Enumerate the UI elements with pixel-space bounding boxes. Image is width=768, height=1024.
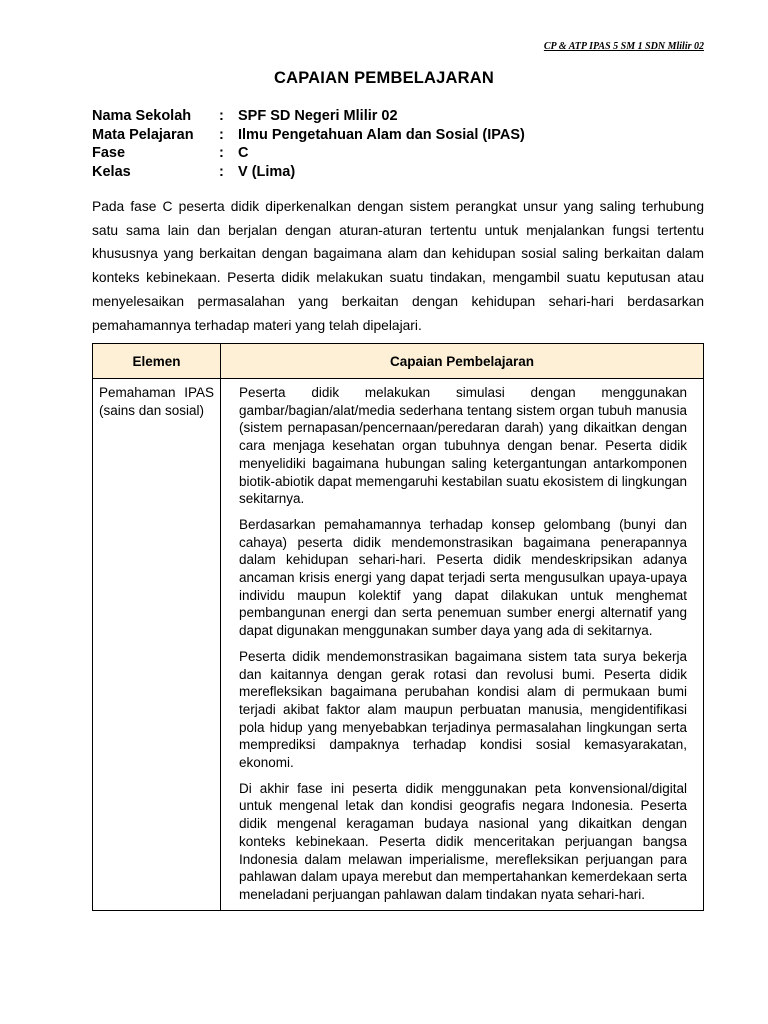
intro-paragraph: Pada fase C peserta didik diperkenalkan dengan sistem perangkat unsur yang saling terhubung satu sama lain dan berjalan dengan aturan-aturan tertentu untuk menjalankan fungsi tertentu khususnya yang berkaitan dengan bagaimana alam dan kehidupan sosial saling berkaitan dalam konteks kebinekaan. Peserta didik melakukan suatu tindakan, mengambil suatu keputusan atau menyelesaikan permasalahan yang berkaitan dengan kehidupan sehari-hari berdasarkan pemahamannya terhadap materi yang telah dipelajari. <box>92 199 704 333</box>
meta-label: Mata Pelajaran <box>92 126 194 143</box>
meta-row-fase <box>92 144 525 163</box>
elemen-cell: Pemahaman IPAS (sains dan sosial) <box>93 379 221 911</box>
column-header-capaian: Capaian Pembelajaran <box>221 344 704 379</box>
capaian-paragraph: Peserta didik mendemonstrasikan bagaimana sistem tata surya bekerja dan kaitannya dengan gerak rotasi dan revolusi bumi. Peserta didik merefleksikan bagaimana perubahan kondisi alam di permukaan bumi terjadi akibat faktor alam maupun perbuatan manusia, mengidentifikasi pola hidup yang menyebabkan terjadinya permasalahan lingkungan serta memprediksi dampaknya terhadap kondisi sosial kemasyarakatan, ekonomi. <box>239 648 687 771</box>
meta-row-nama-sekolah <box>92 107 525 126</box>
meta-value: SPF SD Negeri Mlilir 02 <box>238 108 398 124</box>
meta-row-kelas <box>92 163 525 182</box>
meta-label: Kelas <box>92 163 131 180</box>
capaian-paragraph: Peserta didik melakukan simulasi dengan menggunakan gambar/bagian/alat/media sederhana tentang sistem organ tubuh manusia (sistem pernapasan/pencernaan/peredaran darah) yang dikaitkan dengan cara menjaga kesehatan organ tubuhnya dengan benar. Peserta didik menyelidiki bagaimana hubungan saling ketergantungan antarkomponen biotik-abiotik dapat memengaruhi kestabilan suatu ekosistem di lingkungan sekitarnya. <box>239 385 688 507</box>
table-header-row <box>93 344 704 379</box>
column-header-elemen: Elemen <box>93 344 221 379</box>
meta-value: Ilmu Pengetahuan Alam dan Sosial (IPAS) <box>238 126 525 143</box>
meta-label: Nama Sekolah <box>92 108 192 124</box>
meta-row-mata-pelajaran <box>92 126 525 145</box>
capaian-table <box>92 343 704 911</box>
meta-separator: : <box>219 126 224 143</box>
capaian-cell <box>221 379 704 911</box>
running-header: CP & ATP IPAS 5 SM 1 SDN Mlilir 02 <box>543 41 704 52</box>
meta-label: Fase <box>92 145 126 161</box>
identity-block <box>92 107 525 181</box>
document-title: CAPAIAN PEMBELAJARAN <box>273 69 495 87</box>
meta-separator: : <box>219 163 224 180</box>
capaian-paragraph: Di akhir fase ini peserta didik menggunakan peta konvensional/digital untuk mengenal letak dan kondisi geografis negara Indonesia. Peserta didik mengenal keragaman budaya nasional yang dikaitkan dengan konteks kebinekaan. Peserta didik menceritakan perjuangan bangsa Indonesia dalam melawan imperialisme, merefleksikan perjuangan para pahlawan dalam upaya merebut dan mempertahankan kemerdekaan serta meneladani perjuangan pahlawan dalam tindakan nyata sehari-hari. <box>239 780 687 902</box>
meta-value: C <box>238 145 249 161</box>
meta-separator: : <box>219 145 224 161</box>
meta-separator: : <box>219 108 224 124</box>
meta-value: V (Lima) <box>238 163 296 180</box>
table-row <box>93 379 704 911</box>
capaian-paragraph: Berdasarkan pemahamannya terhadap konsep gelombang (bunyi dan cahaya) peserta didik mendemonstrasikan bagaimana penerapannya dalam kehidupan sehari-hari. Peserta didik mendeskripsikan adanya ancaman krisis energi yang dapat terjadi serta mengusulkan upaya-upaya individu maupun kolektif yang dapat dilakukan untuk menghemat pembangunan energi dan serta penemuan sumber energi alternatif yang dapat digunakan menggunakan sumber daya yang ada di sekitarnya. <box>239 516 687 639</box>
